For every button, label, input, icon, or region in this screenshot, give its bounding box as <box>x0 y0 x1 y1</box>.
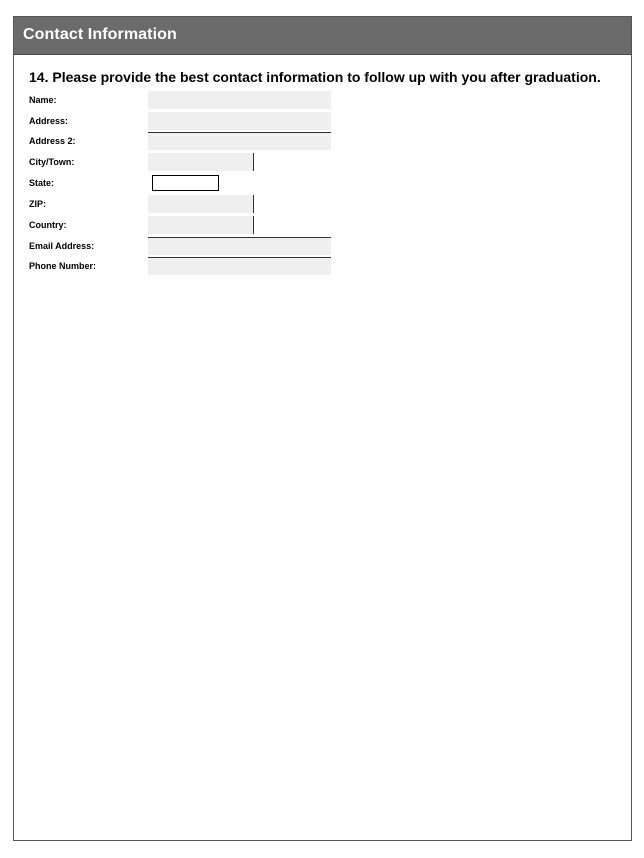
state-label: State: <box>29 178 55 188</box>
state-input[interactable] <box>152 175 219 191</box>
zip-input[interactable] <box>148 195 254 213</box>
address-2-input[interactable] <box>148 132 331 150</box>
city-town-label: City/Town: <box>29 157 75 167</box>
country-input[interactable] <box>148 216 254 234</box>
country-label: Country: <box>29 220 67 230</box>
name-input[interactable] <box>148 91 331 109</box>
name-label: Name: <box>29 95 57 105</box>
section-title: Contact Information <box>23 26 177 43</box>
phone-number-label: Phone Number: <box>29 261 97 271</box>
phone-number-input[interactable] <box>148 257 331 275</box>
address-input[interactable] <box>148 112 331 130</box>
address-label: Address: <box>29 116 69 126</box>
email-address-label: Email Address: <box>29 241 95 251</box>
section-header <box>14 17 631 55</box>
city-town-input[interactable] <box>148 153 254 171</box>
address-2-label: Address 2: <box>29 136 76 146</box>
email-address-input[interactable] <box>148 237 331 255</box>
survey-page <box>13 16 632 841</box>
zip-label: ZIP: <box>29 199 46 209</box>
question-text: 14. Please provide the best contact information to follow up with you after graduation. <box>29 69 601 85</box>
